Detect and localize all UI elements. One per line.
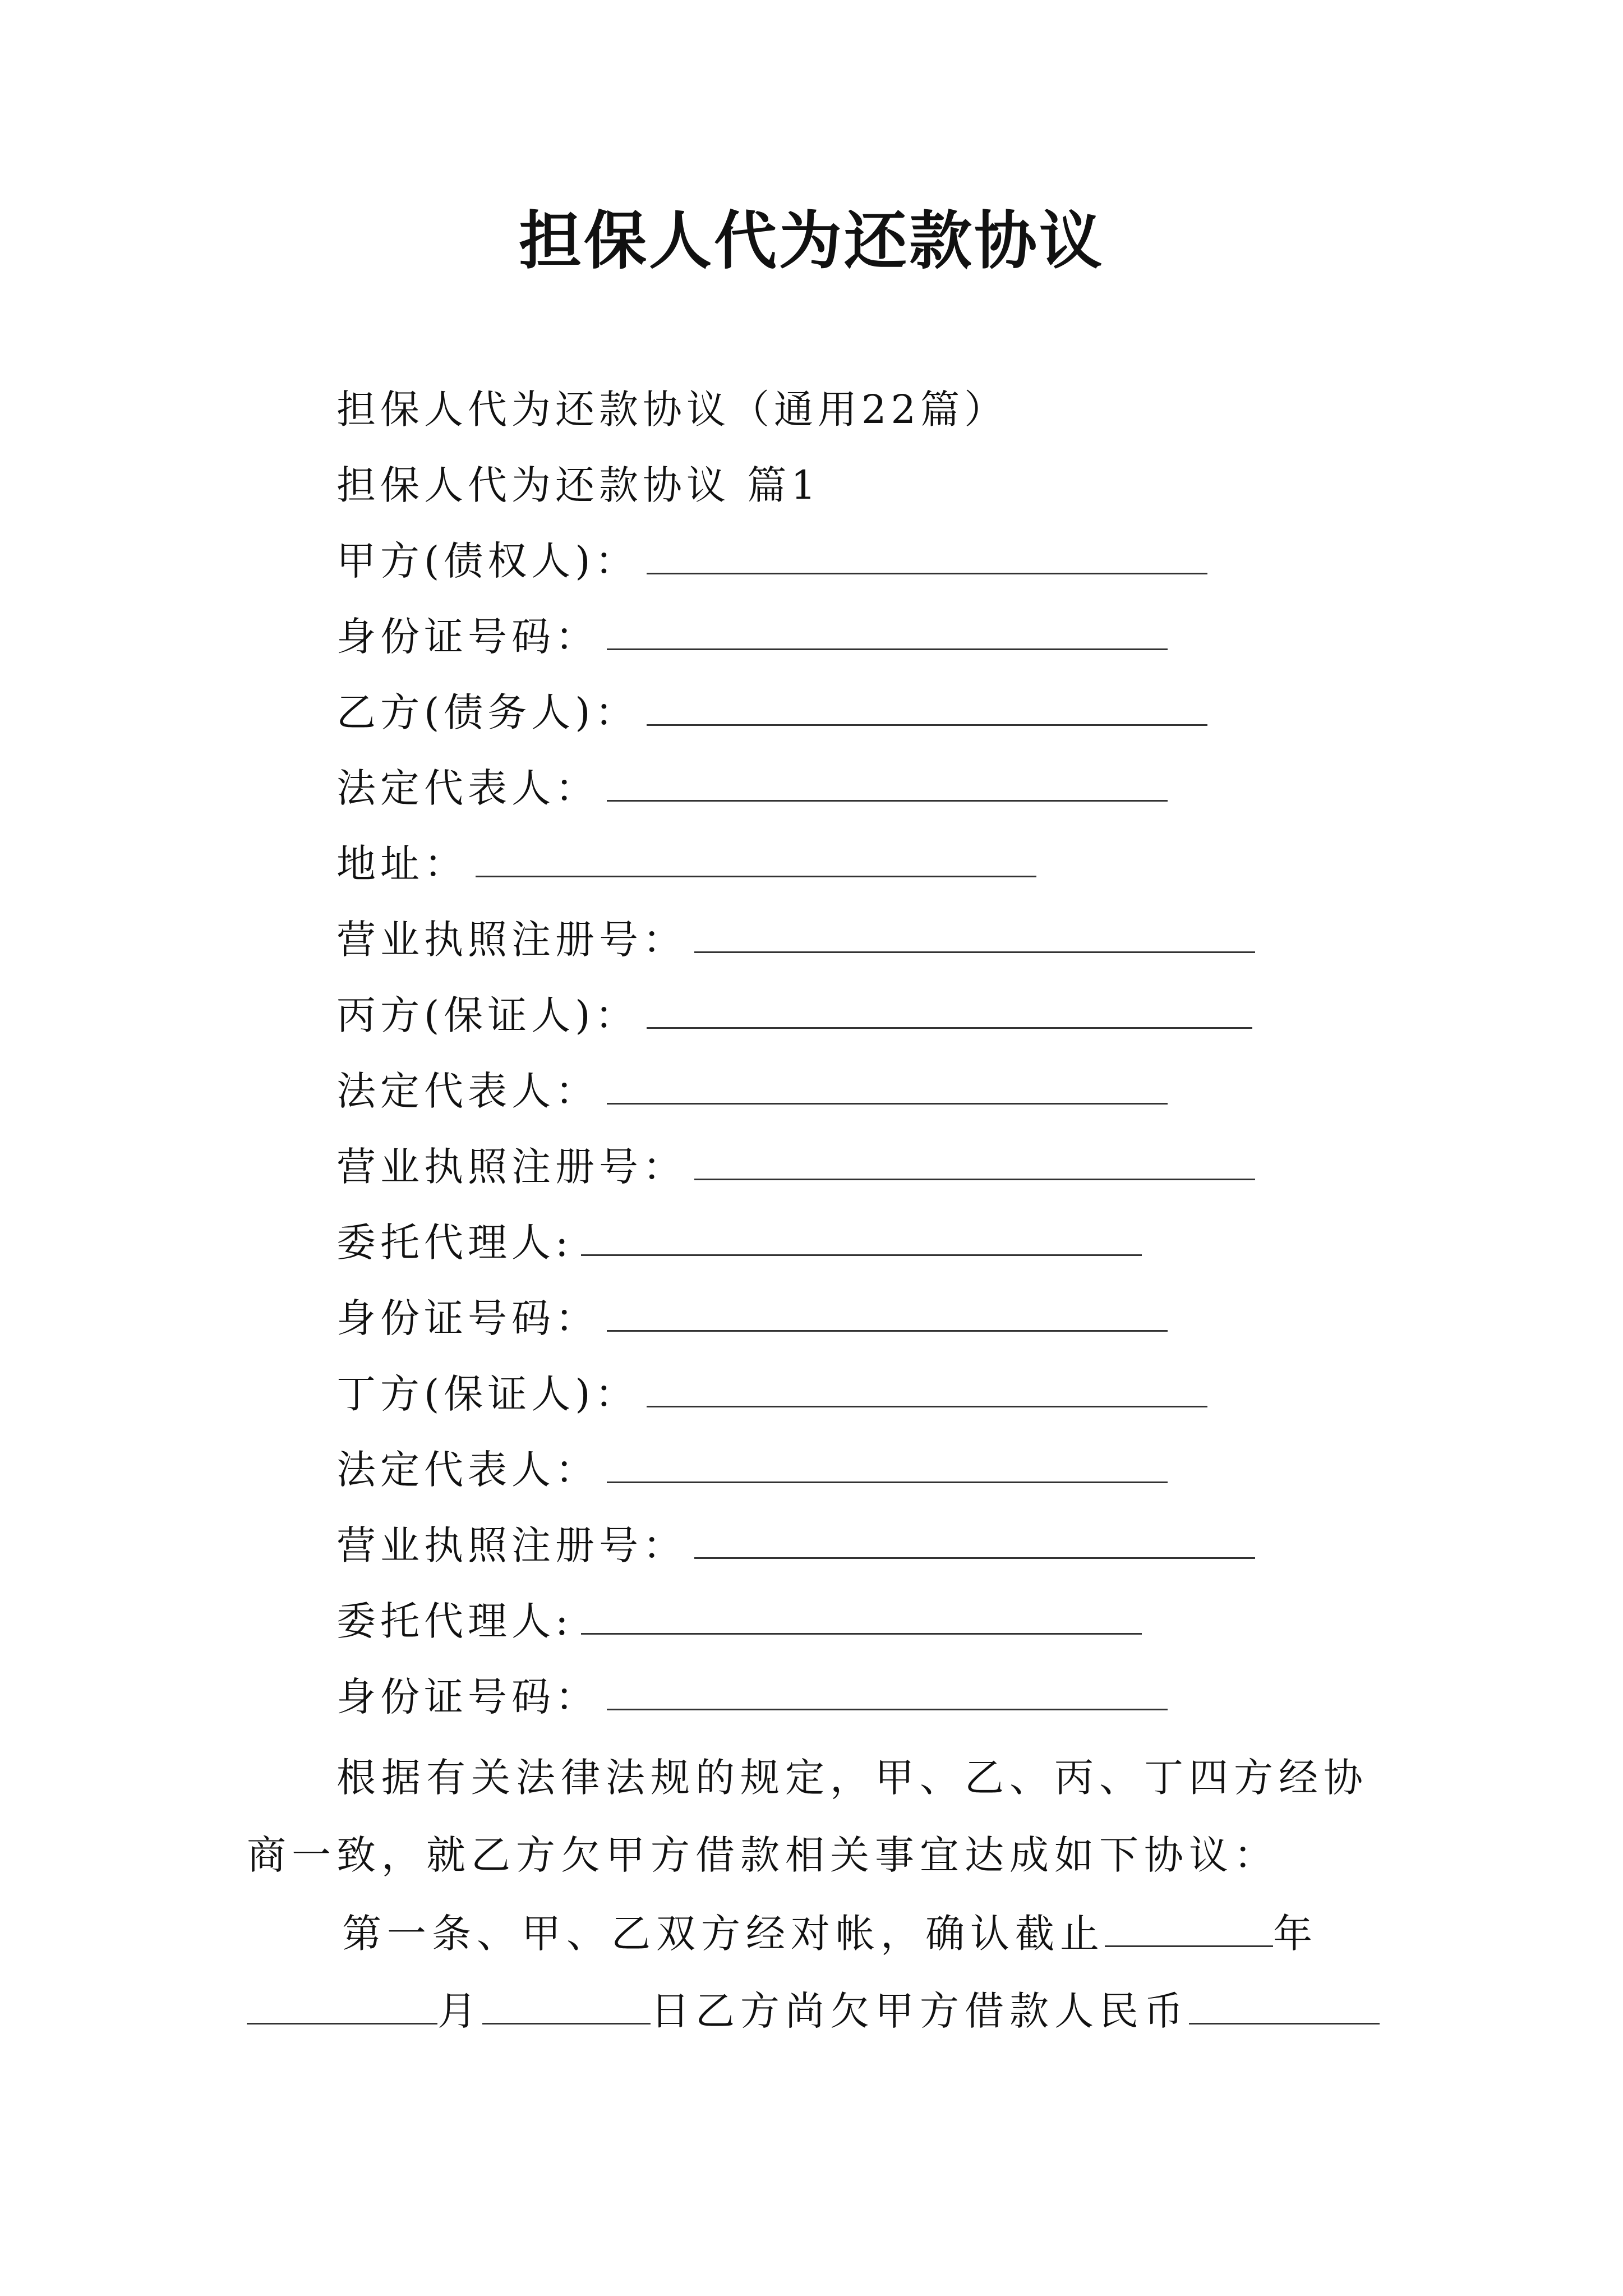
blank-line[interactable]: [581, 1215, 1142, 1256]
document-subtitle: 担保人代为还款协议（通用22篇）: [336, 386, 1008, 432]
blank-line[interactable]: [607, 609, 1168, 650]
blank-line[interactable]: [607, 761, 1168, 802]
blank-line[interactable]: [694, 1518, 1255, 1559]
field-row: [336, 1442, 1168, 1498]
field-label: 身份证号码：: [336, 614, 599, 660]
blank-line[interactable]: [607, 1669, 1168, 1710]
field-row: [336, 987, 1252, 1043]
field-label: 法定代表人：: [336, 765, 599, 811]
field-label: 地址：: [336, 841, 468, 887]
field-row: [336, 912, 1255, 968]
field-row: [336, 1063, 1168, 1119]
field-label: 身份证号码：: [336, 1674, 599, 1720]
blank-line[interactable]: [647, 685, 1207, 726]
blank-line[interactable]: [647, 1366, 1207, 1407]
clause-1-text: 第一条、甲、乙双方经对帐，确认截止: [342, 1911, 1105, 1957]
year-blank[interactable]: [1105, 1906, 1273, 1947]
month-blank[interactable]: [247, 1984, 437, 2024]
field-row: [336, 1214, 1142, 1271]
field-label: 法定代表人：: [336, 1447, 599, 1493]
field-label: 法定代表人：: [336, 1068, 599, 1114]
field-row: [336, 533, 1207, 589]
blank-line[interactable]: [694, 912, 1255, 953]
field-label: 营业执照注册号：: [336, 1522, 686, 1568]
blank-line[interactable]: [647, 533, 1207, 574]
field-row: [336, 760, 1168, 816]
clause-1: [247, 1895, 1385, 2050]
year-label: 年: [1273, 1911, 1318, 1957]
article-heading: 担保人代为还款协议 篇1: [336, 462, 820, 508]
field-row: [336, 1593, 1142, 1649]
field-label: 营业执照注册号：: [336, 1144, 686, 1190]
month-label: 月: [437, 1988, 482, 2034]
field-row: [336, 1517, 1255, 1573]
field-label: 委托代理人:: [336, 1598, 573, 1644]
blank-line[interactable]: [607, 1291, 1168, 1332]
field-label: 乙方(债务人)：: [336, 689, 639, 735]
field-row: [336, 1366, 1207, 1422]
document-title: 担保人代为还款协议: [519, 204, 1104, 278]
field-label: 丙方(保证人)：: [336, 992, 639, 1038]
field-row: [336, 609, 1168, 665]
blank-line[interactable]: [581, 1594, 1142, 1635]
field-row: [336, 836, 1036, 892]
field-label: 身份证号码：: [336, 1295, 599, 1341]
field-row: [336, 1669, 1168, 1725]
field-row: [336, 684, 1207, 740]
field-label: 营业执照注册号：: [336, 917, 686, 963]
field-label: 甲方(债权人)：: [336, 538, 639, 584]
field-label: 丁方(保证人)：: [336, 1371, 639, 1417]
day-blank[interactable]: [482, 1984, 651, 2024]
paragraph-intro: 根据有关法律法规的规定，甲、乙、丙、丁四方经协商一致，就乙方欠甲方借款相关事宜达成如下协议：: [247, 1755, 1368, 1878]
blank-line[interactable]: [476, 836, 1036, 877]
day-text: 日乙方尚欠甲方借款人民币: [651, 1988, 1189, 2034]
blank-line[interactable]: [607, 1064, 1168, 1105]
field-label: 委托代理人:: [336, 1220, 573, 1266]
field-row: [336, 1139, 1255, 1195]
amount-blank[interactable]: [1189, 1984, 1380, 2024]
field-row: [336, 1290, 1168, 1346]
blank-line[interactable]: [694, 1139, 1255, 1180]
blank-line[interactable]: [607, 1442, 1168, 1483]
blank-line[interactable]: [647, 988, 1252, 1029]
